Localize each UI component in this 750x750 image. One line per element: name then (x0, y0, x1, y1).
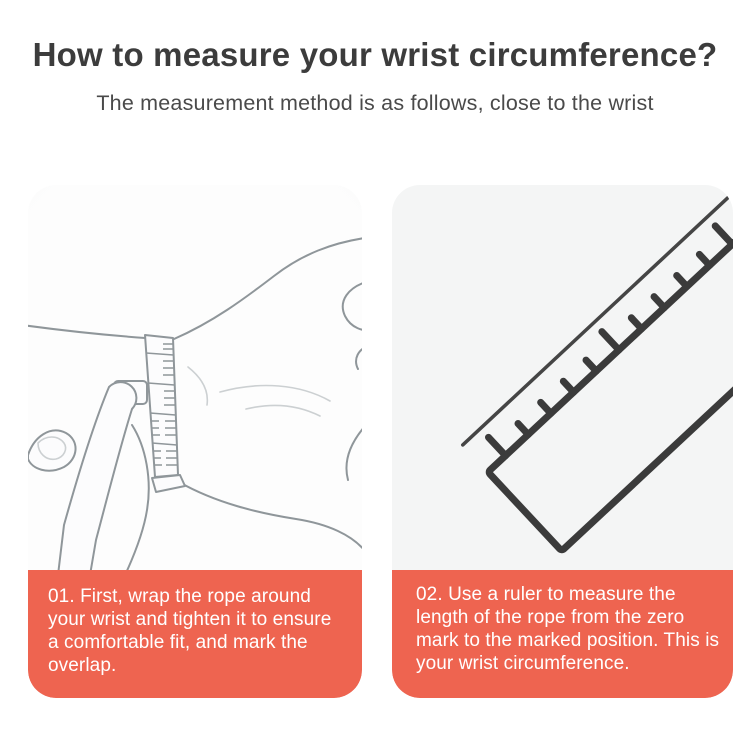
step-1-caption-box (28, 570, 362, 698)
page-subtitle: The measurement method is as follows, close to the wrist (96, 91, 654, 115)
steps-row (28, 185, 733, 698)
step-card-2 (392, 185, 733, 698)
page-header (0, 0, 750, 116)
ruler-illustration (392, 185, 733, 575)
step-card-1 (28, 185, 362, 698)
page-title: How to measure your wrist circumference? (32, 36, 718, 73)
ruler-svg (392, 185, 733, 570)
wrist-measuring-tape-illustration (28, 185, 362, 575)
wrist-tape-svg (28, 185, 362, 570)
step-1-caption: 01. First, wrap the rope around your wrist and tighten it to ensure a comfortable fit, and mark the overlap. (48, 586, 332, 676)
step-2-caption-box (392, 570, 733, 698)
rope-line (463, 185, 733, 445)
step-2-caption: 02. Use a ruler to measure the length of the rope from the zero mark to the marked position. This is your wrist circumference. (416, 584, 720, 674)
ruler-body (488, 185, 733, 551)
